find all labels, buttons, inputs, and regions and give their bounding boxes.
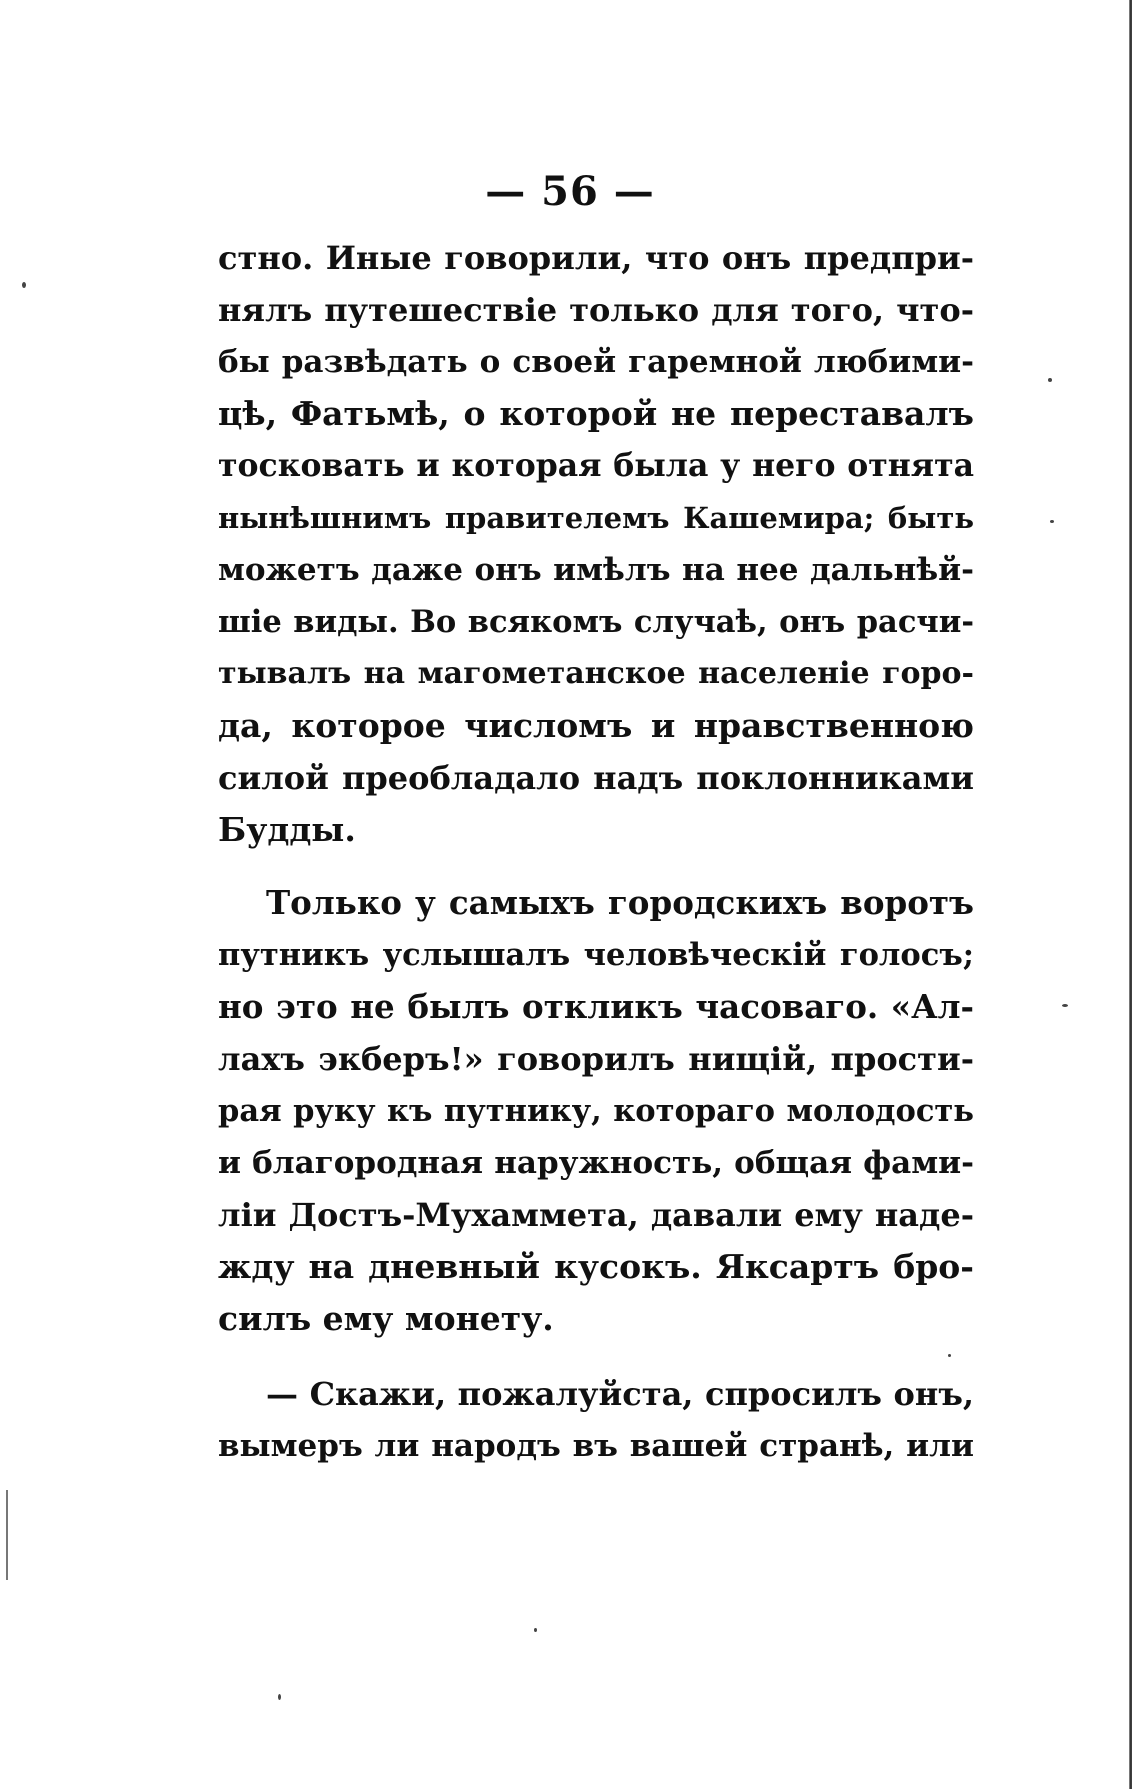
text-line: вымеръ ли народъ въ вашей странѣ, или bbox=[218, 1428, 974, 1464]
text-line: и благородная наружность, общая фами- bbox=[218, 1145, 974, 1181]
text-line: силой преобладало надъ поклонниками bbox=[218, 759, 974, 797]
text-line: лахъ экберъ!» говорилъ нищій, прости- bbox=[218, 1040, 974, 1078]
text-line: путникъ услышалъ человѣческій голосъ; bbox=[218, 937, 974, 973]
text-line: Будды. bbox=[218, 810, 356, 849]
paragraph-3 bbox=[218, 1368, 974, 1472]
paragraph-2 bbox=[218, 877, 974, 1345]
text-line: жду на дневный кусокъ. Яксартъ бро- bbox=[218, 1247, 974, 1286]
text-line: шіе виды. Во всякомъ случаѣ, онъ расчи- bbox=[218, 604, 974, 640]
text-line: бы развѣдать о своей гаремной любими- bbox=[218, 344, 974, 380]
paragraph-1 bbox=[218, 232, 974, 856]
text-line: можетъ даже онъ имѣлъ на нее дальнѣй- bbox=[218, 552, 974, 588]
text-line: — Скажи, пожалуйста, спросилъ онъ, bbox=[266, 1375, 974, 1413]
scan-speck bbox=[22, 282, 26, 288]
text-line: ліи Достъ-Мухаммета, давали ему наде- bbox=[218, 1196, 974, 1234]
scan-speck bbox=[534, 1628, 537, 1632]
text-line: да, которое числомъ и нравственною bbox=[218, 706, 974, 745]
scan-speck bbox=[1048, 378, 1052, 382]
scan-speck bbox=[1050, 520, 1054, 523]
scan-speck bbox=[948, 1354, 951, 1357]
text-line: но это не былъ откликъ часоваго. «Ал- bbox=[218, 987, 974, 1026]
text-line: нынѣшнимъ правителемъ Кашемира; быть bbox=[218, 501, 974, 535]
scan-speck bbox=[1062, 1004, 1068, 1007]
text-line: стно. Иные говорили, что онъ предпри- bbox=[218, 239, 974, 277]
page-number: — 56 — bbox=[485, 168, 655, 215]
text-line: нялъ путешествіе только для того, что- bbox=[218, 291, 974, 329]
text-line: цѣ, Фатьмѣ, о которой не переставалъ bbox=[218, 394, 974, 433]
text-line: силъ ему монету. bbox=[218, 1299, 554, 1338]
scan-speck bbox=[278, 1694, 281, 1700]
scan-margin-mark bbox=[6, 1490, 8, 1580]
text-line: Только у самыхъ городскихъ воротъ bbox=[266, 883, 974, 922]
text-line: тосковать и которая была у него отнята bbox=[218, 447, 974, 484]
text-line: тывалъ на магометанское населеніе горо- bbox=[218, 656, 974, 691]
text-line: рая руку къ путнику, котораго молодость bbox=[218, 1093, 974, 1129]
page-edge-shadow bbox=[1129, 0, 1132, 1789]
